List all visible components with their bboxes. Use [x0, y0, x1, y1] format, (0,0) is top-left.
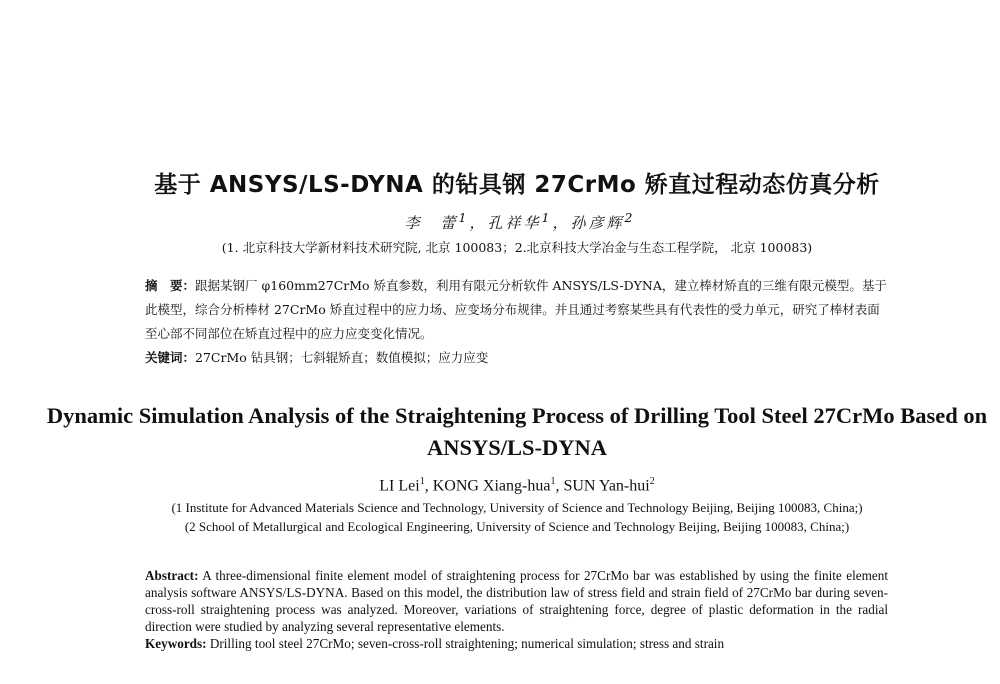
- author-name: SUN Yan-hui: [563, 477, 650, 495]
- author-separator: ，: [552, 214, 571, 232]
- english-affiliations: [110, 499, 924, 537]
- chinese-abstract-block: [145, 274, 890, 370]
- english-affiliation-2: (2 School of Metallurgical and Ecological Engineering, University of Science and Technology Beijing, Beijing 100083, China;): [184, 519, 850, 534]
- english-title: Dynamic Simulation Analysis of the Straightening Process of Drilling Tool Steel 27CrMo Based on ANSYS/LS-DYNA: [46, 403, 988, 460]
- author-name: KONG Xiang-hua: [432, 477, 551, 495]
- author-name: 孔祥华: [487, 214, 542, 232]
- author-separator: ,: [424, 477, 433, 495]
- abstract-text: A three-dimensional finite element model of straightening process for 27CrMo bar was established by using the finite element analysis software ANSYS/LS-DYNA. Based on this model, the distribution law of stress field and strain field of 27CrMo bar during seven-cross-roll straightening process was analyzed. Moreover, variations of straightening force, degree of plastic deformation in the radial direction were studied by analyzing several representative elements.: [145, 568, 888, 634]
- english-authors: [0, 476, 1000, 495]
- author-affiliation-mark: 2: [624, 210, 636, 225]
- keywords-text: Drilling tool steel 27CrMo; seven-cross-roll straightening; numerical simulation; stress and strain: [209, 636, 725, 651]
- author-separator: ,: [555, 477, 564, 495]
- author-name: 李 蕾: [404, 214, 459, 232]
- keywords-label: Keywords:: [145, 636, 207, 651]
- chinese-abstract: [145, 274, 890, 346]
- author-affiliation-mark: 1: [550, 476, 556, 487]
- author-affiliation-mark: 2: [649, 476, 655, 487]
- chinese-title: 基于 ANSYS/LS-DYNA 的钻具钢 27CrMo 矫直过程动态仿真分析: [154, 172, 880, 198]
- keywords-label: 关键词：: [145, 350, 196, 365]
- english-keywords: [145, 635, 888, 652]
- author-name: 孙彦辉: [570, 214, 625, 232]
- english-abstract: [145, 567, 888, 635]
- author-affiliation-mark: 1: [541, 210, 553, 225]
- author-affiliation-mark: 1: [458, 210, 470, 225]
- english-abstract-block: [145, 567, 888, 652]
- author-affiliation-mark: 1: [419, 476, 425, 487]
- author-separator: ，: [469, 214, 488, 232]
- english-affiliation-1: (1 Institute for Advanced Materials Science and Technology, University of Science and Technology Beijing, Beijing 100083, China;): [171, 500, 863, 515]
- chinese-authors: [0, 210, 1000, 233]
- keywords-text: 27CrMo 钻具钢；七斜辊矫直；数值模拟；应力应变: [195, 350, 489, 365]
- author-name: LI Lei: [379, 477, 420, 495]
- abstract-text: 跟据某钢厂 φ160mm27CrMo 矫直参数，利用有限元分析软件 ANSYS/LS-DYNA，建立棒材矫直的三维有限元模型。基于此模型，综合分析棒材 27CrMo 矫直过程中的应力场、应变场分布规律。并且通过考察某些具有代表性的受力单元，研究了棒材表面至心部不同部位在矫直过程中的应力应变变化情况。: [145, 278, 887, 341]
- chinese-affiliation: (1. 北京科技大学新材料技术研究院, 北京 100083；2.北京科技大学冶金与生态工程学院， 北京 100083): [221, 240, 813, 255]
- abstract-label: 摘 要：: [145, 278, 196, 293]
- abstract-label: Abstract:: [145, 568, 199, 583]
- chinese-keywords: [145, 346, 890, 370]
